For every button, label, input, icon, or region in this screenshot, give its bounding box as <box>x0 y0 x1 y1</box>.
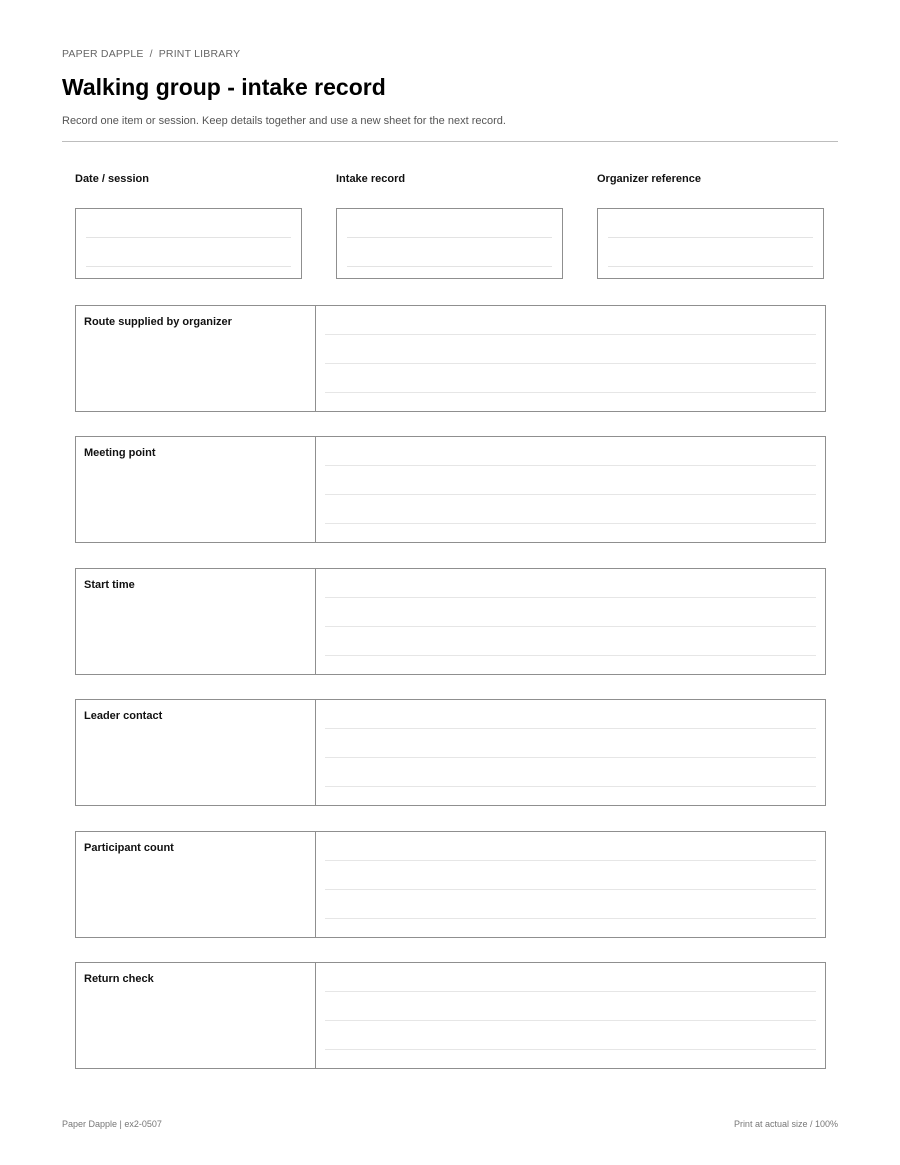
date-session-label: Date / session <box>75 173 149 185</box>
field-row-start-time <box>75 568 826 675</box>
writing-line <box>325 918 816 919</box>
field-input-start-time[interactable] <box>316 569 825 674</box>
writing-line <box>325 991 816 992</box>
field-input-route[interactable] <box>316 306 825 411</box>
field-row-participant-count <box>75 831 826 938</box>
writing-line <box>325 655 816 656</box>
field-input-participant-count[interactable] <box>316 832 825 937</box>
field-label-leader-contact: Leader contact <box>76 700 316 805</box>
page-title: Walking group - intake record <box>62 74 386 100</box>
writing-line <box>347 266 552 267</box>
writing-line <box>325 465 816 466</box>
writing-line <box>325 334 816 335</box>
intake-record-label: Intake record <box>336 173 406 185</box>
breadcrumb <box>62 48 240 60</box>
writing-line <box>325 363 816 364</box>
field-row-return-check <box>75 962 826 1069</box>
field-label-meeting-point: Meeting point <box>76 437 316 542</box>
writing-line <box>325 1020 816 1021</box>
field-label-return-check: Return check <box>76 963 316 1068</box>
writing-line <box>325 1049 816 1050</box>
writing-line <box>325 889 816 890</box>
writing-line <box>325 494 816 495</box>
header-divider <box>62 141 838 142</box>
writing-line <box>608 237 813 238</box>
field-label-start-time: Start time <box>76 569 316 674</box>
writing-line <box>86 237 291 238</box>
date-session-box[interactable] <box>75 208 302 279</box>
footer-document-id: Paper Dapple | ex2-0507 <box>62 1119 162 1129</box>
writing-line <box>325 757 816 758</box>
field-row-meeting-point <box>75 436 826 543</box>
field-row-route <box>75 305 826 412</box>
breadcrumb-separator: / <box>149 48 153 60</box>
field-input-meeting-point[interactable] <box>316 437 825 542</box>
breadcrumb-brand: PAPER DAPPLE <box>62 48 144 60</box>
writing-line <box>325 860 816 861</box>
writing-line <box>325 392 816 393</box>
writing-line <box>608 266 813 267</box>
writing-line <box>325 626 816 627</box>
intake-record-box[interactable] <box>336 208 563 279</box>
field-input-leader-contact[interactable] <box>316 700 825 805</box>
field-row-leader-contact <box>75 699 826 806</box>
writing-line <box>347 237 552 238</box>
page-subtitle: Record one item or session. Keep details together and use a new sheet for the next record. <box>62 115 506 127</box>
writing-line <box>86 266 291 267</box>
breadcrumb-section: PRINT LIBRARY <box>158 48 241 60</box>
organizer-reference-box[interactable] <box>597 208 824 279</box>
field-label-participant-count: Participant count <box>76 832 316 937</box>
field-label-route: Route supplied by organizer <box>76 306 316 411</box>
writing-line <box>325 786 816 787</box>
organizer-reference-label: Organizer reference <box>597 173 701 185</box>
footer-print-note: Print at actual size / 100% <box>733 1119 838 1129</box>
writing-line <box>325 597 816 598</box>
field-input-return-check[interactable] <box>316 963 825 1068</box>
writing-line <box>325 728 816 729</box>
writing-line <box>325 523 816 524</box>
